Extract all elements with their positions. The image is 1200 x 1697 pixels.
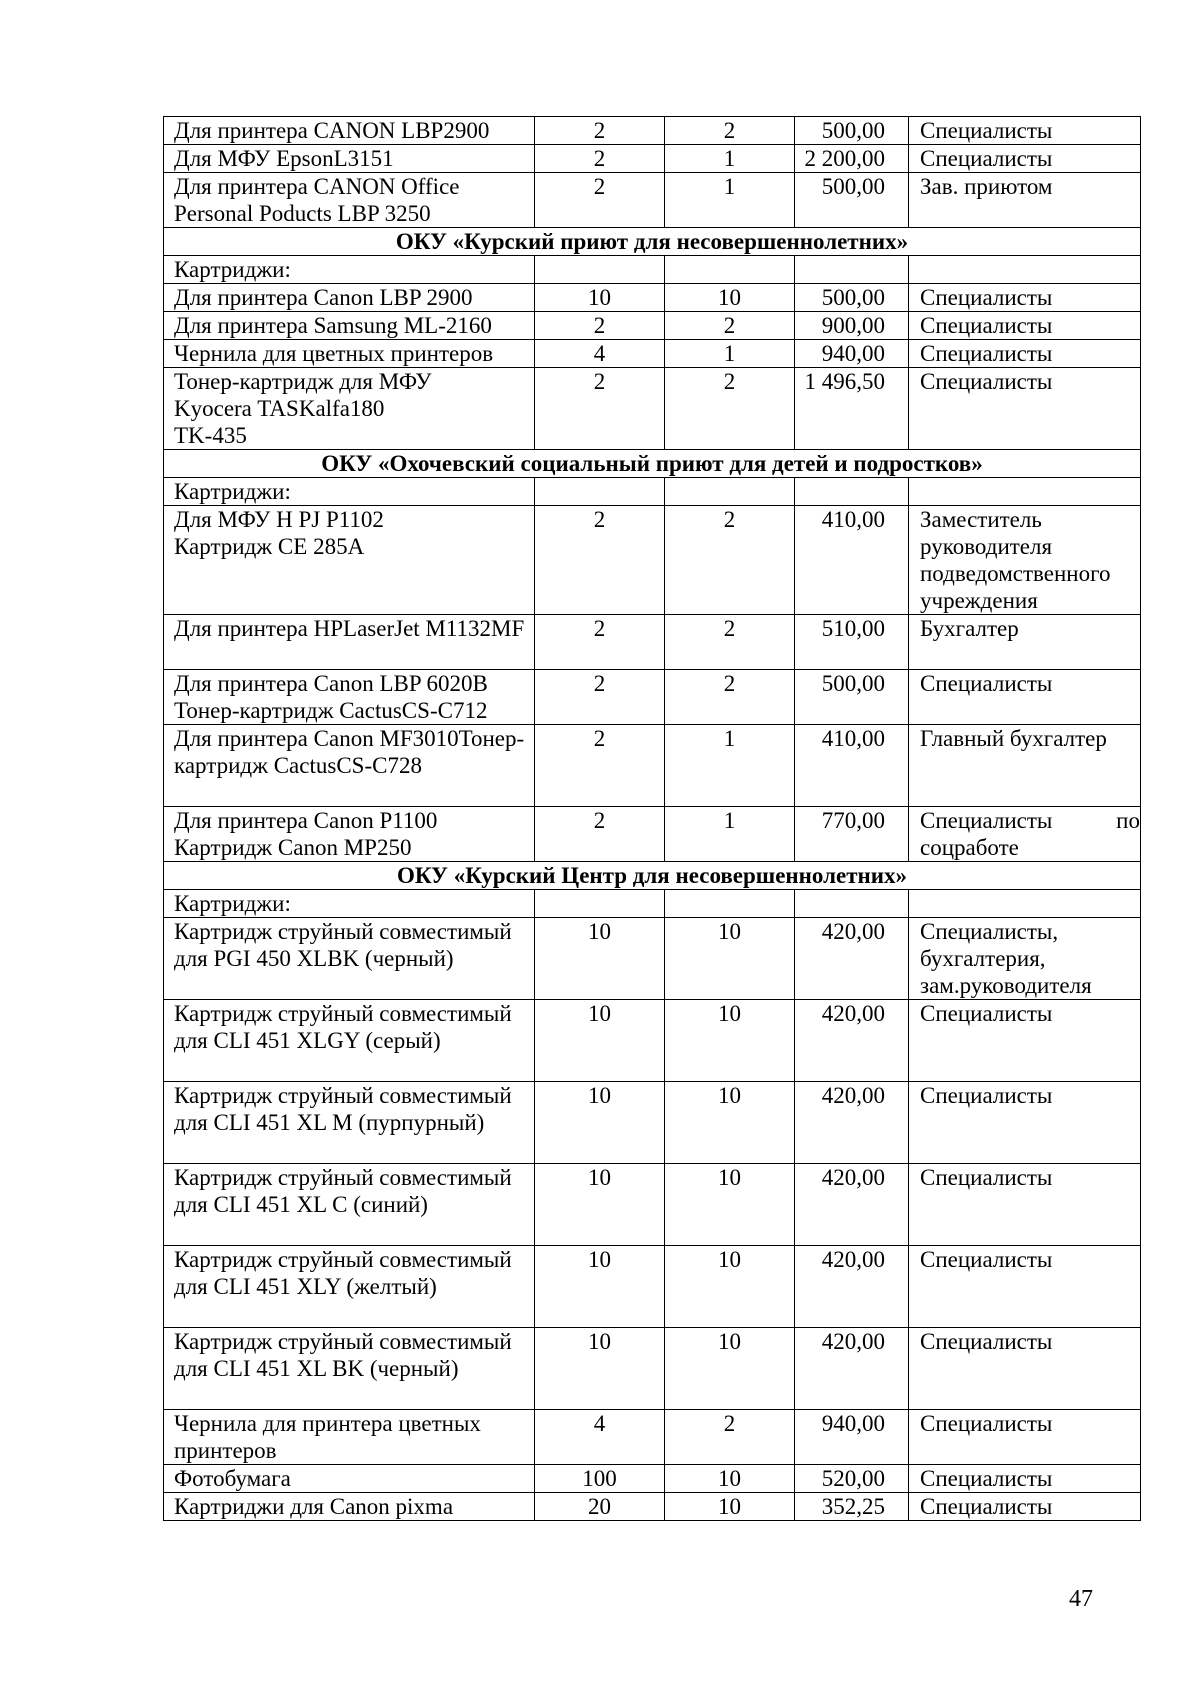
quantity-cell: 10 bbox=[535, 1328, 665, 1410]
quantity-cell: 10 bbox=[535, 1164, 665, 1246]
table-row bbox=[164, 173, 1141, 228]
table-row bbox=[164, 117, 1141, 145]
quantity-cell: 10 bbox=[535, 1246, 665, 1328]
responsible-cell: Специалисты bbox=[909, 145, 1141, 173]
quantity-cell: 20 bbox=[535, 1493, 665, 1521]
quantity-cell bbox=[535, 478, 665, 506]
item-name-cell: Для принтера CANON Office Personal Poducts LBP 3250 bbox=[164, 173, 535, 228]
table-row bbox=[164, 1410, 1141, 1465]
count-cell: 10 bbox=[665, 1082, 795, 1164]
count-cell: 1 bbox=[665, 725, 795, 807]
quantity-cell bbox=[535, 256, 665, 284]
price-cell: 770,00 bbox=[795, 807, 909, 862]
price-cell: 940,00 bbox=[795, 1410, 909, 1465]
table-row bbox=[164, 1000, 1141, 1082]
count-cell: 10 bbox=[665, 1000, 795, 1082]
responsible-cell: Специалисты bbox=[909, 1410, 1141, 1465]
price-cell: 420,00 bbox=[795, 1082, 909, 1164]
responsible-cell: Специалисты bbox=[909, 1246, 1141, 1328]
price-cell: 1 496,50 bbox=[795, 368, 909, 450]
count-cell: 10 bbox=[665, 1328, 795, 1410]
item-name-cell: Для принтера Canon MF3010Тонер-картридж CactusCS-C728 bbox=[164, 725, 535, 807]
responsible-cell: Главный бухгалтер bbox=[909, 725, 1141, 807]
table-body bbox=[164, 117, 1141, 1521]
table-row bbox=[164, 1246, 1141, 1328]
count-cell: 1 bbox=[665, 340, 795, 368]
responsible-cell: Специалисты bbox=[909, 1164, 1141, 1246]
table-row bbox=[164, 1465, 1141, 1493]
item-name-cell: Картридж струйный совместимый для CLI 451 XL M (пурпурный) bbox=[164, 1082, 535, 1164]
responsible-cell: Специалисты bbox=[909, 368, 1141, 450]
section-header-row bbox=[164, 862, 1141, 890]
quantity-cell: 2 bbox=[535, 506, 665, 615]
table-row bbox=[164, 918, 1141, 1000]
count-cell bbox=[665, 890, 795, 918]
quantity-cell: 2 bbox=[535, 615, 665, 670]
item-name-cell: Для принтера CANON LBP2900 bbox=[164, 117, 535, 145]
quantity-cell: 10 bbox=[535, 284, 665, 312]
item-name-cell: Тонер-картридж для МФУ Kyocera TASKalfa180 TK-435 bbox=[164, 368, 535, 450]
price-cell bbox=[795, 256, 909, 284]
quantity-cell: 4 bbox=[535, 1410, 665, 1465]
table-row bbox=[164, 1493, 1141, 1521]
item-name-cell: Картриджи: bbox=[164, 256, 535, 284]
item-name-cell: Для принтера Canon LBP 6020B Тонер-картридж CactusCS-C712 bbox=[164, 670, 535, 725]
price-cell: 500,00 bbox=[795, 117, 909, 145]
quantity-cell: 2 bbox=[535, 117, 665, 145]
responsible-cell bbox=[909, 478, 1141, 506]
supplies-table bbox=[163, 116, 1141, 1521]
item-name-cell: Картридж струйный совместимый для CLI 451 XLY (желтый) bbox=[164, 1246, 535, 1328]
item-name-cell: Фотобумага bbox=[164, 1465, 535, 1493]
count-cell bbox=[665, 256, 795, 284]
count-cell bbox=[665, 478, 795, 506]
count-cell: 1 bbox=[665, 173, 795, 228]
responsible-cell bbox=[909, 890, 1141, 918]
table-row bbox=[164, 312, 1141, 340]
table-row bbox=[164, 1328, 1141, 1410]
responsible-cell: Специалисты, бухгалтерия, зам.руководителя bbox=[909, 918, 1141, 1000]
item-name-cell: Для принтера HPLaserJet M1132MF bbox=[164, 615, 535, 670]
responsible-cell: Специалисты bbox=[909, 1000, 1141, 1082]
table-row bbox=[164, 256, 1141, 284]
responsible-cell: Специалисты bbox=[909, 1082, 1141, 1164]
item-name-cell: Картриджи для Canon pixma bbox=[164, 1493, 535, 1521]
item-name-cell: Картридж струйный совместимый для CLI 451 XL BK (черный) bbox=[164, 1328, 535, 1410]
price-cell: 2 200,00 bbox=[795, 145, 909, 173]
count-cell: 10 bbox=[665, 918, 795, 1000]
quantity-cell: 2 bbox=[535, 670, 665, 725]
count-cell: 1 bbox=[665, 807, 795, 862]
section-header-row bbox=[164, 228, 1141, 256]
responsible-cell: Специалисты bbox=[909, 340, 1141, 368]
price-cell: 900,00 bbox=[795, 312, 909, 340]
item-name-cell: Картриджи: bbox=[164, 478, 535, 506]
responsible-cell: Зав. приютом bbox=[909, 173, 1141, 228]
price-cell: 410,00 bbox=[795, 725, 909, 807]
price-cell: 940,00 bbox=[795, 340, 909, 368]
item-name-cell: Для МФУ EpsonL3151 bbox=[164, 145, 535, 173]
responsible-cell: Специалисты bbox=[909, 670, 1141, 725]
count-cell: 2 bbox=[665, 368, 795, 450]
count-cell: 10 bbox=[665, 1164, 795, 1246]
item-name-cell: Для принтера Samsung ML-2160 bbox=[164, 312, 535, 340]
price-cell: 500,00 bbox=[795, 284, 909, 312]
table-row bbox=[164, 725, 1141, 807]
quantity-cell bbox=[535, 890, 665, 918]
quantity-cell: 10 bbox=[535, 1082, 665, 1164]
price-cell bbox=[795, 890, 909, 918]
item-name-cell: Картридж струйный совместимый для PGI 450 XLBK (черный) bbox=[164, 918, 535, 1000]
item-name-cell: Для принтера Canon P1100 Картридж Canon MP250 bbox=[164, 807, 535, 862]
page-number: 47 bbox=[1069, 1586, 1093, 1612]
price-cell: 352,25 bbox=[795, 1493, 909, 1521]
table-row bbox=[164, 145, 1141, 173]
section-title: ОКУ «Охочевский социальный приют для детей и подростков» bbox=[164, 450, 1141, 478]
count-cell: 2 bbox=[665, 117, 795, 145]
responsible-cell: Специалисты bbox=[909, 117, 1141, 145]
count-cell: 10 bbox=[665, 1246, 795, 1328]
count-cell: 1 bbox=[665, 145, 795, 173]
responsible-cell: Специалисты по соцработе bbox=[909, 807, 1141, 862]
price-cell: 500,00 bbox=[795, 670, 909, 725]
section-header-row bbox=[164, 450, 1141, 478]
section-title: ОКУ «Курский приют для несовершеннолетних» bbox=[164, 228, 1141, 256]
price-cell: 410,00 bbox=[795, 506, 909, 615]
item-name-cell: Чернила для принтера цветных принтеров bbox=[164, 1410, 535, 1465]
table-row bbox=[164, 670, 1141, 725]
responsible-cell: Специалисты bbox=[909, 312, 1141, 340]
table-row bbox=[164, 478, 1141, 506]
item-name-cell: Картридж струйный совместимый для CLI 451 XL C (синий) bbox=[164, 1164, 535, 1246]
quantity-cell: 4 bbox=[535, 340, 665, 368]
item-name-cell: Для МФУ H PJ P1102 Картридж CE 285A bbox=[164, 506, 535, 615]
price-cell: 420,00 bbox=[795, 1328, 909, 1410]
table-row bbox=[164, 1082, 1141, 1164]
quantity-cell: 100 bbox=[535, 1465, 665, 1493]
responsible-cell: Заместитель руководителя подведомственного учреждения bbox=[909, 506, 1141, 615]
item-name-cell: Чернила для цветных принтеров bbox=[164, 340, 535, 368]
responsible-cell bbox=[909, 256, 1141, 284]
quantity-cell: 2 bbox=[535, 145, 665, 173]
quantity-cell: 2 bbox=[535, 173, 665, 228]
quantity-cell: 2 bbox=[535, 368, 665, 450]
quantity-cell: 2 bbox=[535, 312, 665, 340]
price-cell: 420,00 bbox=[795, 1164, 909, 1246]
table-row bbox=[164, 506, 1141, 615]
table-row bbox=[164, 340, 1141, 368]
price-cell bbox=[795, 478, 909, 506]
price-cell: 420,00 bbox=[795, 918, 909, 1000]
responsible-cell: Специалисты bbox=[909, 1493, 1141, 1521]
count-cell: 10 bbox=[665, 1493, 795, 1521]
count-cell: 2 bbox=[665, 1410, 795, 1465]
count-cell: 10 bbox=[665, 1465, 795, 1493]
count-cell: 2 bbox=[665, 506, 795, 615]
price-cell: 420,00 bbox=[795, 1246, 909, 1328]
price-cell: 510,00 bbox=[795, 615, 909, 670]
section-title: ОКУ «Курский Центр для несовершеннолетних» bbox=[164, 862, 1141, 890]
quantity-cell: 10 bbox=[535, 918, 665, 1000]
item-name-cell: Для принтера Canon LBP 2900 bbox=[164, 284, 535, 312]
responsible-cell: Специалисты bbox=[909, 284, 1141, 312]
price-cell: 420,00 bbox=[795, 1000, 909, 1082]
table-row bbox=[164, 890, 1141, 918]
count-cell: 10 bbox=[665, 284, 795, 312]
table-row bbox=[164, 368, 1141, 450]
quantity-cell: 10 bbox=[535, 1000, 665, 1082]
count-cell: 2 bbox=[665, 670, 795, 725]
responsible-cell: Специалисты bbox=[909, 1328, 1141, 1410]
responsible-cell: Специалисты bbox=[909, 1465, 1141, 1493]
responsible-cell: Бухгалтер bbox=[909, 615, 1141, 670]
table-row bbox=[164, 615, 1141, 670]
quantity-cell: 2 bbox=[535, 725, 665, 807]
price-cell: 520,00 bbox=[795, 1465, 909, 1493]
item-name-cell: Картриджи: bbox=[164, 890, 535, 918]
item-name-cell: Картридж струйный совместимый для CLI 451 XLGY (серый) bbox=[164, 1000, 535, 1082]
table-row bbox=[164, 807, 1141, 862]
count-cell: 2 bbox=[665, 615, 795, 670]
price-cell: 500,00 bbox=[795, 173, 909, 228]
table-row bbox=[164, 284, 1141, 312]
quantity-cell: 2 bbox=[535, 807, 665, 862]
count-cell: 2 bbox=[665, 312, 795, 340]
table-row bbox=[164, 1164, 1141, 1246]
